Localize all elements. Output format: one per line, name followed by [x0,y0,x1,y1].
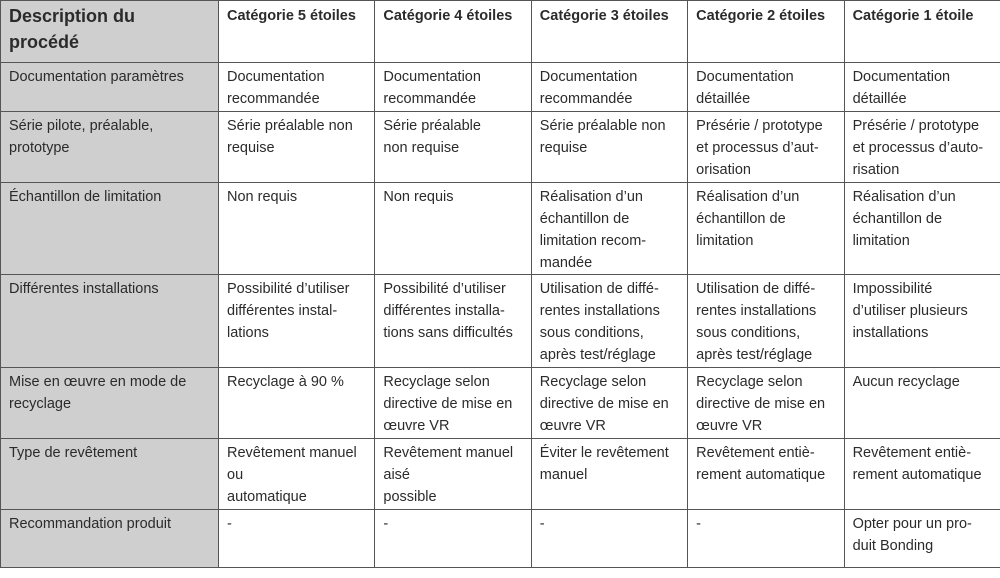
table-row [1,510,1000,568]
table-cell: Possibilité d’utiliser différentes instal- lations [219,275,375,368]
table-cell: Documentation recommandée [375,63,531,112]
table-cell: - [688,510,844,568]
table-cell: Documentation recommandée [531,63,687,112]
table-cell: Recyclage selon directive de mise en œuvre VR [531,368,687,439]
table-cell: Série préalable non requise [219,112,375,183]
column-header-4-stars: Catégorie 4 étoiles [375,1,531,63]
row-label: Différentes installations [1,275,219,368]
table-body [1,63,1000,568]
table-row [1,439,1000,510]
table-header [1,1,1000,63]
table-cell: Aucun recyclage [844,368,1000,439]
table-cell: Documentation recommandée [219,63,375,112]
table-cell: Recyclage selon directive de mise en œuvre VR [375,368,531,439]
table-cell: Utilisation de diffé- rentes installations sous conditions, après test/réglage [531,275,687,368]
table-cell: Revêtement entiè- rement automatique [688,439,844,510]
table-cell: Réalisation d’un échantillon de limitation [688,183,844,275]
table-cell: - [375,510,531,568]
table-cell: Présérie / prototype et processus d’auto- risation [844,112,1000,183]
table-cell: Documentation détaillée [688,63,844,112]
table-cell: Non requis [375,183,531,275]
table-cell: Série préalable non requise [375,112,531,183]
table-row [1,275,1000,368]
table-cell: - [531,510,687,568]
table-cell: Éviter le revêtement manuel [531,439,687,510]
row-label: Série pilote, préalable, prototype [1,112,219,183]
table-cell: Revêtement entiè- rement automatique [844,439,1000,510]
row-label: Recommandation produit [1,510,219,568]
row-label: Échantillon de limitation [1,183,219,275]
table-cell: Opter pour un pro- duit Bonding [844,510,1000,568]
table-cell: Revêtement manuel ou automatique [219,439,375,510]
table-row [1,112,1000,183]
table-cell: Série préalable non requise [531,112,687,183]
column-header-2-stars: Catégorie 2 étoiles [688,1,844,63]
table-cell: Utilisation de diffé- rentes installations sous conditions, après test/réglage [688,275,844,368]
table-row [1,183,1000,275]
table-cell: Réalisation d’un échantillon de limitation [844,183,1000,275]
table-cell: Non requis [219,183,375,275]
row-label: Documentation paramètres [1,63,219,112]
column-header-5-stars: Catégorie 5 étoiles [219,1,375,63]
row-label: Mise en œuvre en mode de recyclage [1,368,219,439]
column-header-1-star: Catégorie 1 étoile [844,1,1000,63]
table-cell: Revêtement manuel aisé possible [375,439,531,510]
table-row [1,368,1000,439]
row-label: Type de revêtement [1,439,219,510]
table-cell: Recyclage à 90 % [219,368,375,439]
table-cell: Recyclage selon directive de mise en œuvre VR [688,368,844,439]
table-cell: Impossibilité d’utiliser plusieurs installations [844,275,1000,368]
table-cell: Présérie / prototype et processus d’aut- orisation [688,112,844,183]
table-cell: Réalisation d’un échantillon de limitation recom- mandée [531,183,687,275]
table-cell: - [219,510,375,568]
table-cell: Documentation détaillée [844,63,1000,112]
header-row [1,1,1000,63]
table-cell: Possibilité d’utiliser différentes installa- tions sans difficultés [375,275,531,368]
corner-header: Description du procédé [1,1,219,63]
column-header-3-stars: Catégorie 3 étoiles [531,1,687,63]
table-row [1,63,1000,112]
